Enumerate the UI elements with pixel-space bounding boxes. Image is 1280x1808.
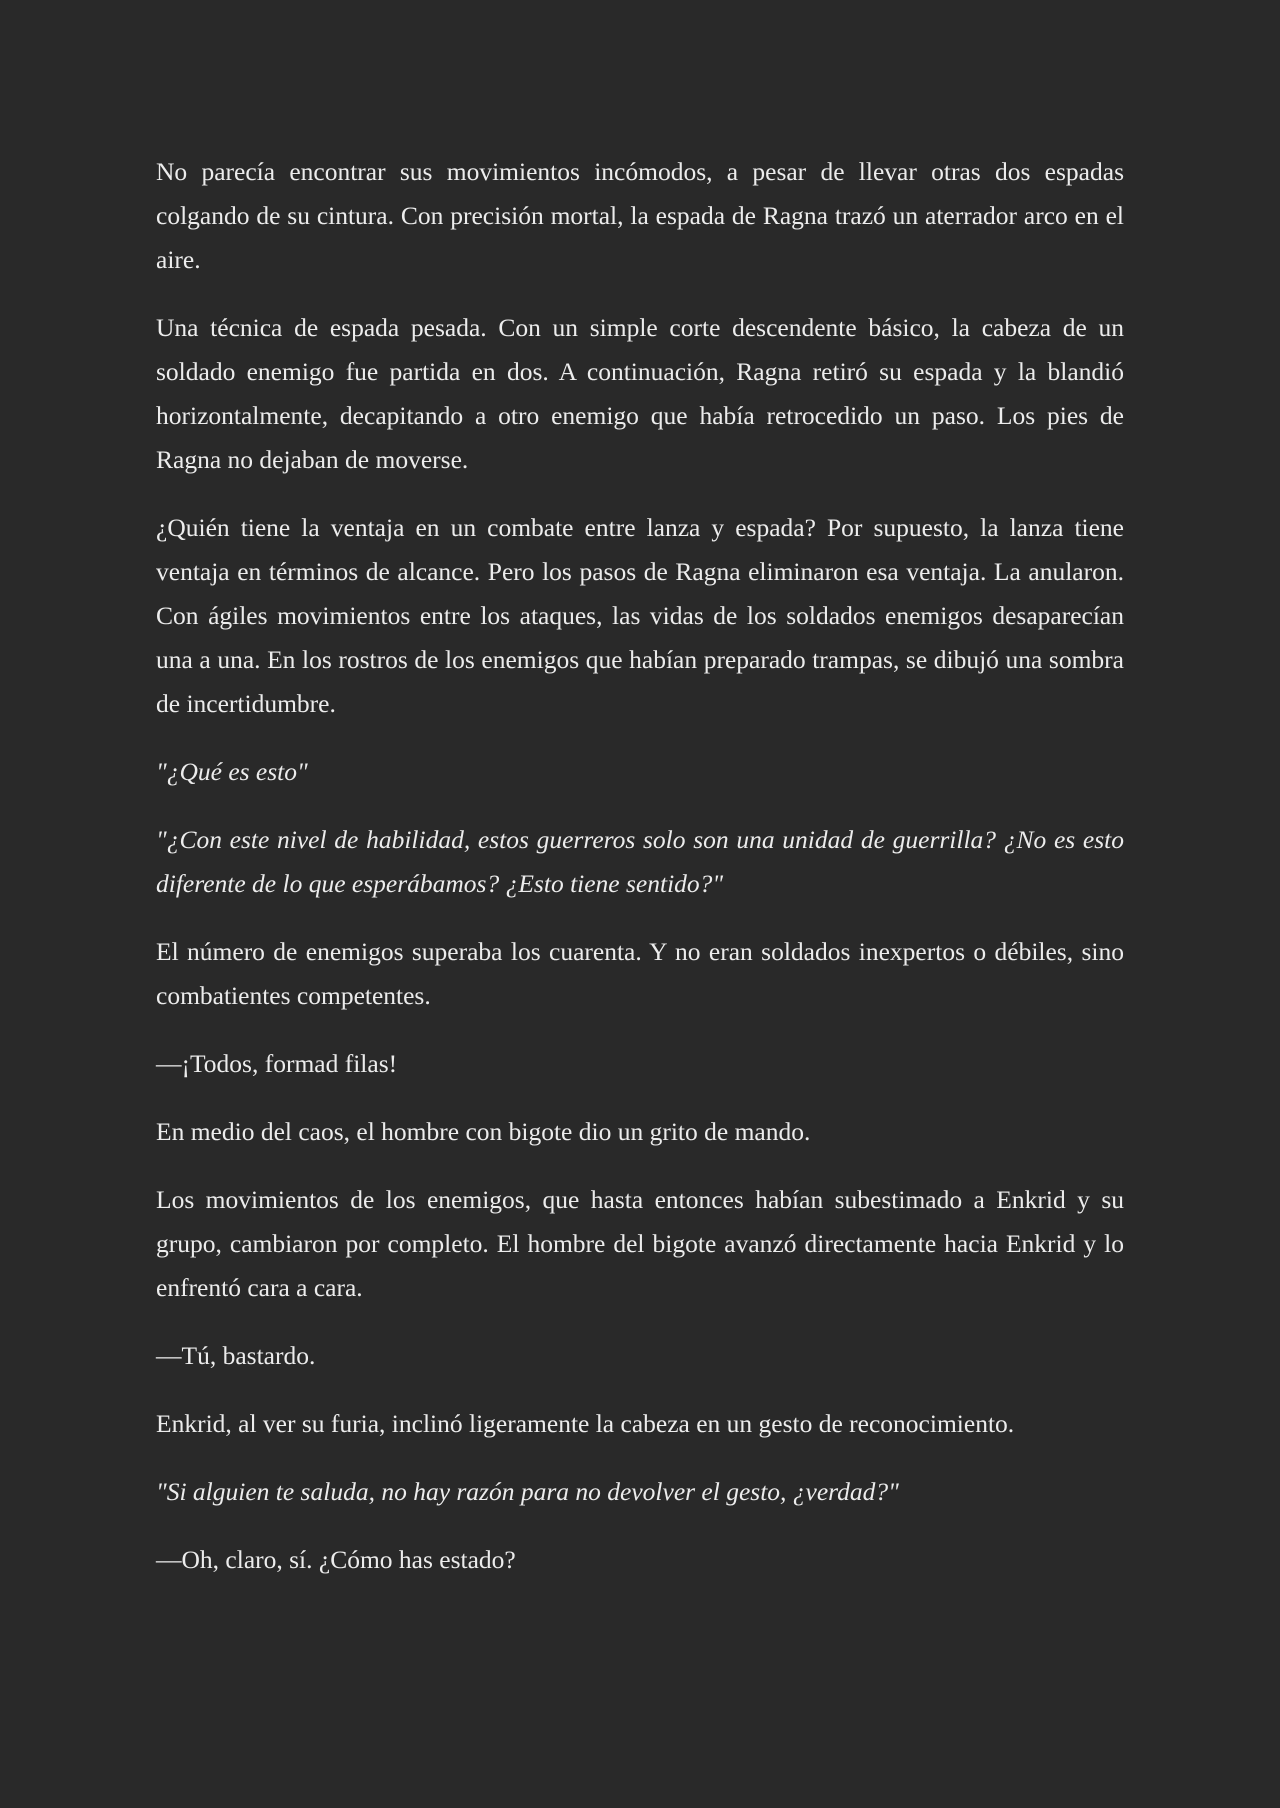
paragraph-1: No parecía encontrar sus movimientos incómodos, a pesar de llevar otras dos espadas colgando de su cintura. Con precisión mortal, la espada de Ragna trazó un aterrador arco en el aire.: [156, 157, 1124, 274]
paragraph-2: Una técnica de espada pesada. Con un simple corte descendente básico, la cabeza de un soldado enemigo fue partida en dos. A continuación, Ragna retiró su espada y la blandió horizontalmente, decapitando a otro enemigo que había retrocedido un paso. Los pies de Ragna no dejaban de moverse.: [156, 313, 1124, 474]
paragraph-7: Enkrid, al ver su furia, inclinó ligeramente la cabeza en un gesto de reconocimiento.: [156, 1409, 1015, 1438]
dialogue-2: —Tú, bastardo.: [156, 1341, 316, 1370]
paragraph-3: ¿Quién tiene la ventaja en un combate entre lanza y espada? Por supuesto, la lanza tiene ventaja en términos de alcance. Pero los pasos de Ragna eliminaron esa ventaja. La anularon. Con ágiles movimientos entre los ataques, las vidas de los soldados enemigos desaparecían una a una. En los rostros de los enemigos que habían preparado trampas, se dibujó una sombra de incertidumbre.: [156, 513, 1124, 718]
dialogue-3: —Oh, claro, sí. ¿Cómo has estado?: [156, 1545, 516, 1574]
thought-2: "¿Con este nivel de habilidad, estos guerreros solo son una unidad de guerrilla? ¿No es esto diferente de lo que esperábamos? ¿Esto tiene sentido?": [156, 825, 1124, 898]
dialogue-1: —¡Todos, formad filas!: [156, 1049, 398, 1078]
paragraph-4: El número de enemigos superaba los cuarenta. Y no eran soldados inexpertos o débiles, sino combatientes competentes.: [156, 937, 1124, 1010]
chapter-text: [156, 150, 1124, 1582]
thought-1: "¿Qué es esto": [156, 757, 308, 786]
paragraph-5: En medio del caos, el hombre con bigote dio un grito de mando.: [156, 1117, 811, 1146]
paragraph-6: Los movimientos de los enemigos, que hasta entonces habían subestimado a Enkrid y su grupo, cambiaron por completo. El hombre del bigote avanzó directamente hacia Enkrid y lo enfrentó cara a cara.: [156, 1185, 1124, 1302]
thought-3: "Si alguien te saluda, no hay razón para no devolver el gesto, ¿verdad?": [156, 1477, 899, 1506]
